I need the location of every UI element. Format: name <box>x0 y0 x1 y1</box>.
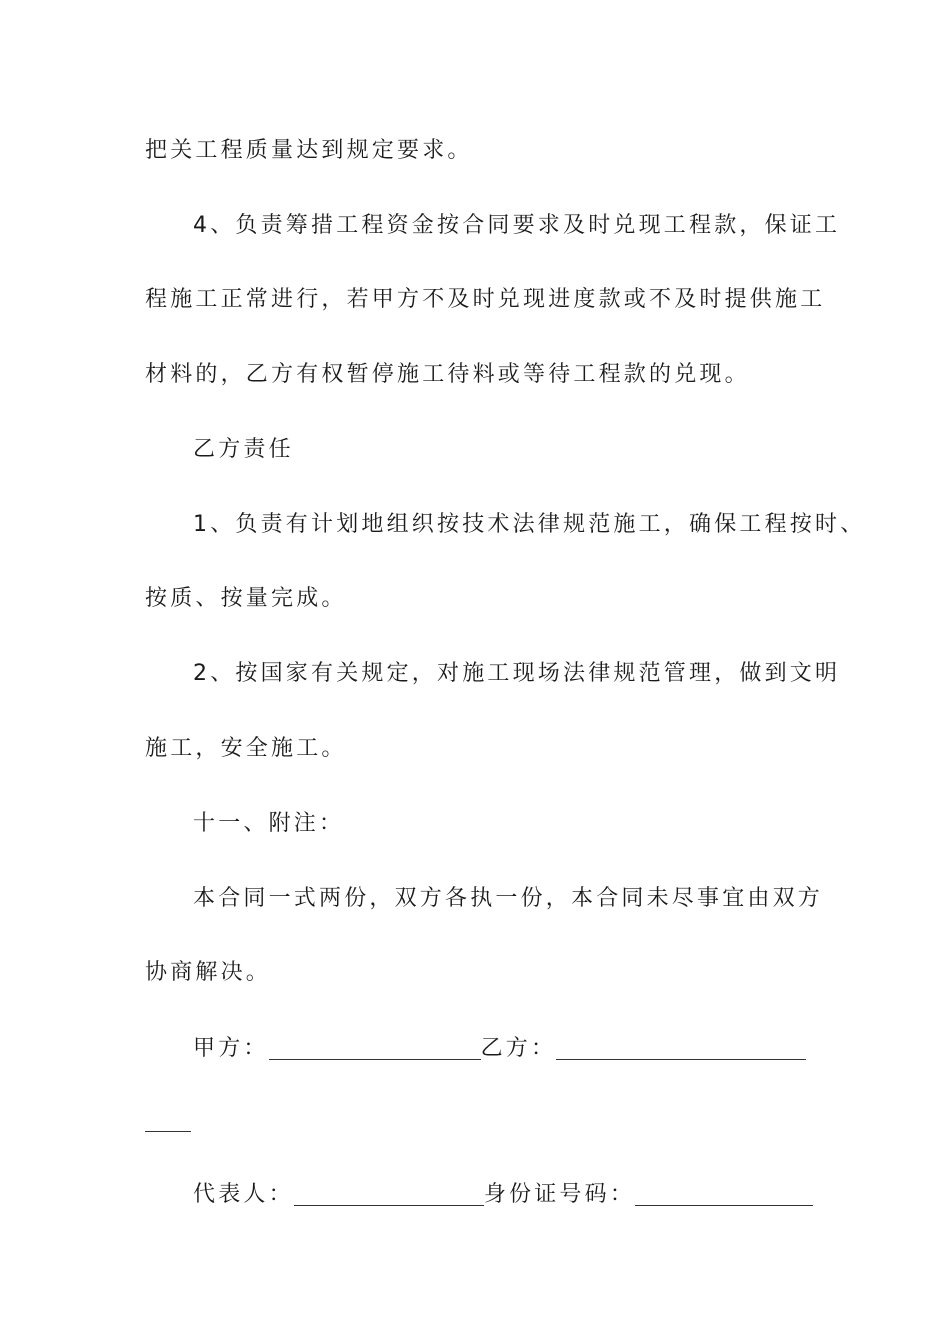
id-number-blank[interactable] <box>635 1183 813 1206</box>
signature-row-parties <box>193 1034 806 1064</box>
text-line: 4、负责筹措工程资金按合同要求及时兑现工程款，保证工 <box>193 213 841 238</box>
party-a-blank[interactable] <box>269 1037 481 1060</box>
text-line: 施工，安全施工。 <box>145 736 347 761</box>
section-heading: 乙方责任 <box>193 437 294 462</box>
text-line: 协商解决。 <box>145 960 272 985</box>
text-line: 2、按国家有关规定，对施工现场法律规范管理，做到文明 <box>193 661 841 686</box>
text-line: 按质、按量完成。 <box>145 586 347 611</box>
section-heading: 十一、附注： <box>193 811 345 836</box>
id-number-label: 身份证号码： <box>483 1182 636 1207</box>
text-line: 程施工正常进行，若甲方不及时兑现进度款或不及时提供施工 <box>145 287 826 312</box>
representative-blank[interactable] <box>294 1183 484 1206</box>
text-line: 本合同一式两份，双方各执一份，本合同未尽事宜由双方 <box>193 886 824 911</box>
representative-label: 代表人： <box>193 1182 294 1207</box>
party-b-label: 乙方： <box>480 1036 557 1061</box>
text-line: 材料的，乙方有权暂停施工待料或等待工程款的兑现。 <box>145 362 750 387</box>
party-b-blank[interactable] <box>556 1037 806 1060</box>
signature-row-representative <box>193 1180 813 1210</box>
party-a-label: 甲方： <box>193 1036 269 1061</box>
text-line: 1、负责有计划地组织按技术法律规范施工，确保工程按时、 <box>193 512 866 537</box>
party-b-blank-continuation <box>145 1131 191 1132</box>
text-line: 把关工程质量达到规定要求。 <box>145 138 473 163</box>
